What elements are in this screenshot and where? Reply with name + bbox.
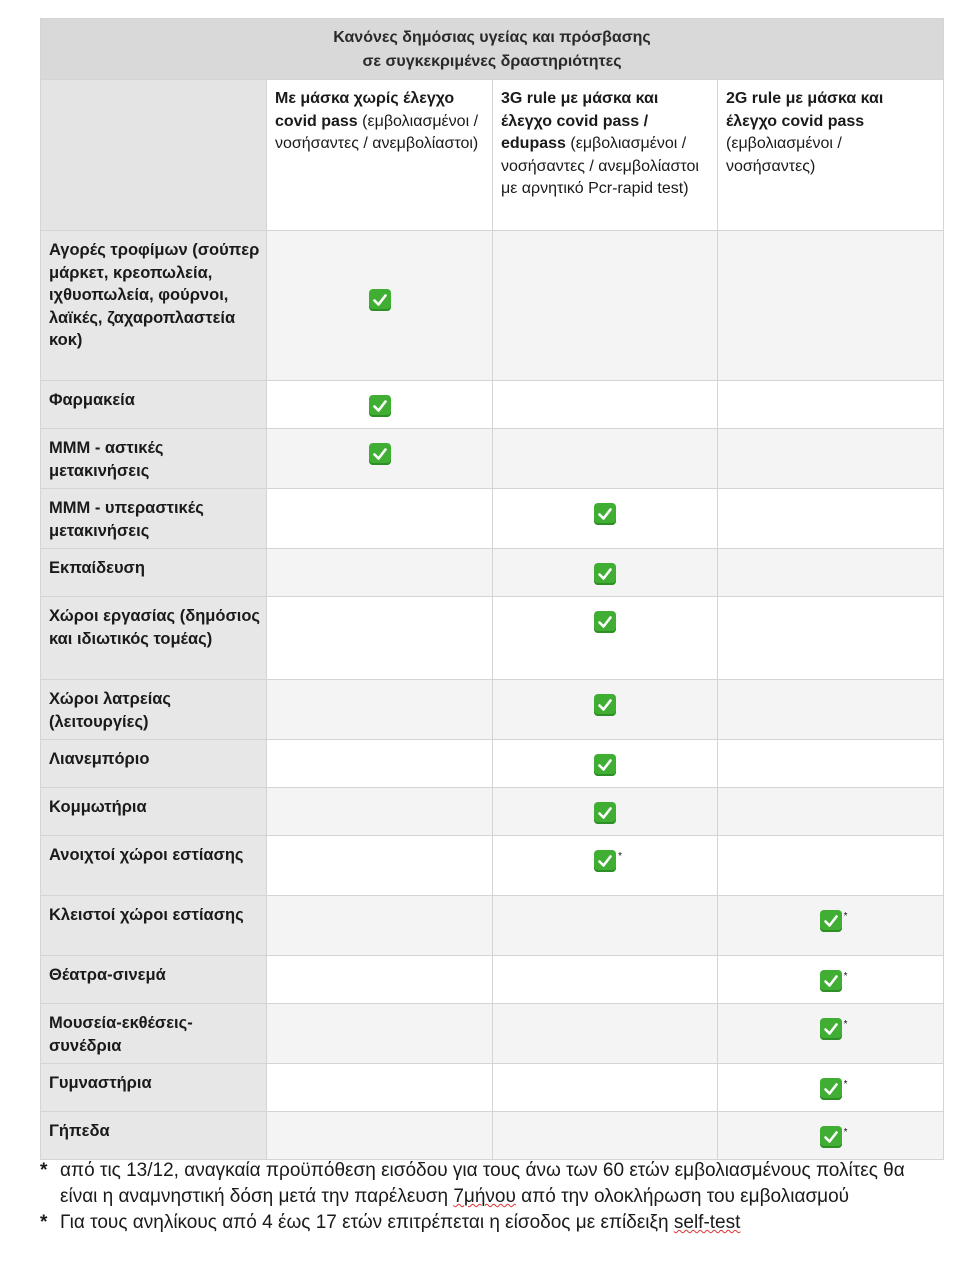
table-cell [267,680,493,740]
table-cell [493,231,718,381]
table-cell [718,489,944,549]
table-row [41,1112,944,1160]
check-mark-icon [820,1078,848,1100]
table-cell [267,381,493,429]
check-mark-icon [594,694,616,716]
table-row [41,597,944,680]
footnote-1 [40,1158,940,1210]
table-cell [493,836,718,896]
footnotes [40,1158,940,1236]
table-cell [493,956,718,1004]
check-mark-icon [820,1018,848,1040]
table-cell [493,1004,718,1064]
table-cell [267,549,493,597]
table-cell [718,429,944,489]
asterisk-mark: * [843,1019,848,1030]
row-label: ΜΜΜ - υπεραστικές μετακινήσεις [41,489,267,549]
table-cell [718,1112,944,1160]
rules-document [40,18,943,1160]
row-label: Μουσεία-εκθέσεις-συνέδρια [41,1004,267,1064]
table-cell [267,429,493,489]
table-cell [267,788,493,836]
rules-table [40,18,944,1160]
check-mark-icon [369,289,391,311]
asterisk-mark: * [843,911,848,922]
check-mark-icon [594,850,622,872]
column-header-detail: (εμβολιασμένοι / νοσήσαντες / ανεμβολίαστοι) [275,112,479,152]
table-cell [718,956,944,1004]
column-header-bold: Με μάσκα χωρίς έλεγχο covid pass [275,90,455,130]
table-row [41,489,944,549]
table-cell [493,740,718,788]
row-label: Λιανεμπόριο [41,740,267,788]
row-label: ΜΜΜ - αστικές μετακινήσεις [41,429,267,489]
check-mark-icon [369,443,391,465]
table-row [41,956,944,1004]
table-cell [267,1112,493,1160]
table-cell [267,1064,493,1112]
table-cell [493,1112,718,1160]
row-label: Φαρμακεία [41,381,267,429]
table-cell [493,896,718,956]
table-row [41,1064,944,1112]
footnote-2-text-a: Για τους ανηλίκους από 4 έως 17 ετών επιτρέπεται η είσοδος με επίδειξη [60,1212,674,1233]
table-cell [267,956,493,1004]
asterisk-mark: * [843,1127,848,1138]
check-mark-icon [369,395,391,417]
table-title-line1: Κανόνες δημόσιας υγείας και πρόσβασης [333,29,651,46]
row-label: Χώροι εργασίας (δημόσιος και ιδιωτικός τομέας) [41,597,267,680]
table-cell [267,896,493,956]
asterisk-mark: * [843,1079,848,1090]
table-cell [718,788,944,836]
table-cell [267,231,493,381]
table-cell [493,680,718,740]
check-mark-icon [594,503,616,525]
table-cell [718,680,944,740]
column-header-detail: (εμβολιασμένοι / νοσήσαντες) [726,135,842,175]
row-label: Ανοιχτοί χώροι εστίασης [41,836,267,896]
table-cell [718,549,944,597]
table-cell [493,549,718,597]
table-cell [267,1004,493,1064]
footnote-1-text-c: από την ολοκλήρωση του εμβολιασμού [515,1186,850,1207]
table-row [41,381,944,429]
table-row [41,429,944,489]
table-cell [718,740,944,788]
check-mark-icon [594,754,616,776]
table-cell [493,788,718,836]
row-label: Γυμναστήρια [41,1064,267,1112]
table-row [41,788,944,836]
table-row [41,836,944,896]
footnote-asterisk: * [40,1160,48,1181]
table-cell [267,489,493,549]
footnote-1-text-a: από τις 13/12, αναγκαία προϋπόθεση εισόδου για τους άνω των 60 ετών εμβολιασμένους πολίτες θα είναι η αναμνηστική δόση μετά την παρέλευση [60,1160,905,1207]
check-mark-icon [820,910,848,932]
row-label: Χώροι λατρείας (λειτουργίες) [41,680,267,740]
row-label: Θέατρα-σινεμά [41,956,267,1004]
column-header-bold: 3G rule με μάσκα και έλεγχο covid pass / edupass [501,90,659,152]
column-header-detail: (εμβολιασμένοι / νοσήσαντες / ανεμβολίαστοι με αρνητικό Pcr-rapid test) [501,135,699,197]
corner-cell [41,80,267,231]
table-row [41,680,944,740]
table-cell [493,597,718,680]
table-cell [267,740,493,788]
asterisk-mark: * [843,971,848,982]
table-cell [718,231,944,381]
table-cell [718,597,944,680]
table-cell [493,489,718,549]
column-header-bold: 2G rule με μάσκα και έλεγχο covid pass [726,90,884,130]
row-label: Γήπεδα [41,1112,267,1160]
table-row [41,1004,944,1064]
table-title-line2: σε συγκεκριμένες δραστηριότητες [362,53,622,70]
table-cell [493,1064,718,1112]
table-cell [493,429,718,489]
column-header-no-pass [267,80,493,231]
table-cell [267,836,493,896]
footnote-asterisk: * [40,1212,48,1233]
table-row [41,740,944,788]
table-cell [267,597,493,680]
table-cell [718,896,944,956]
check-mark-icon [594,802,616,824]
footnote-2-text-b: self-test [673,1212,741,1233]
check-mark-icon [594,611,616,633]
table-cell [718,1004,944,1064]
asterisk-mark: * [618,851,622,862]
table-cell [493,381,718,429]
column-header-3g [493,80,718,231]
footnote-2 [40,1210,940,1236]
table-row [41,231,944,381]
row-label: Κλειστοί χώροι εστίασης [41,896,267,956]
table-cell [718,1064,944,1112]
row-label: Αγορές τροφίμων (σούπερ μάρκετ, κρεοπωλεία, ιχθυοπωλεία, φούρνοι, λαϊκές, ζαχαροπλαστεία κοκ) [41,231,267,381]
table-row [41,549,944,597]
column-header-2g [718,80,944,231]
table-cell [718,381,944,429]
row-label: Εκπαίδευση [41,549,267,597]
footnote-1-text-b: 7μήνου [453,1186,516,1207]
table-cell [718,836,944,896]
table-title [41,19,944,80]
table-row [41,896,944,956]
check-mark-icon [820,1126,848,1148]
row-label: Κομμωτήρια [41,788,267,836]
check-mark-icon [594,563,616,585]
check-mark-icon [820,970,848,992]
